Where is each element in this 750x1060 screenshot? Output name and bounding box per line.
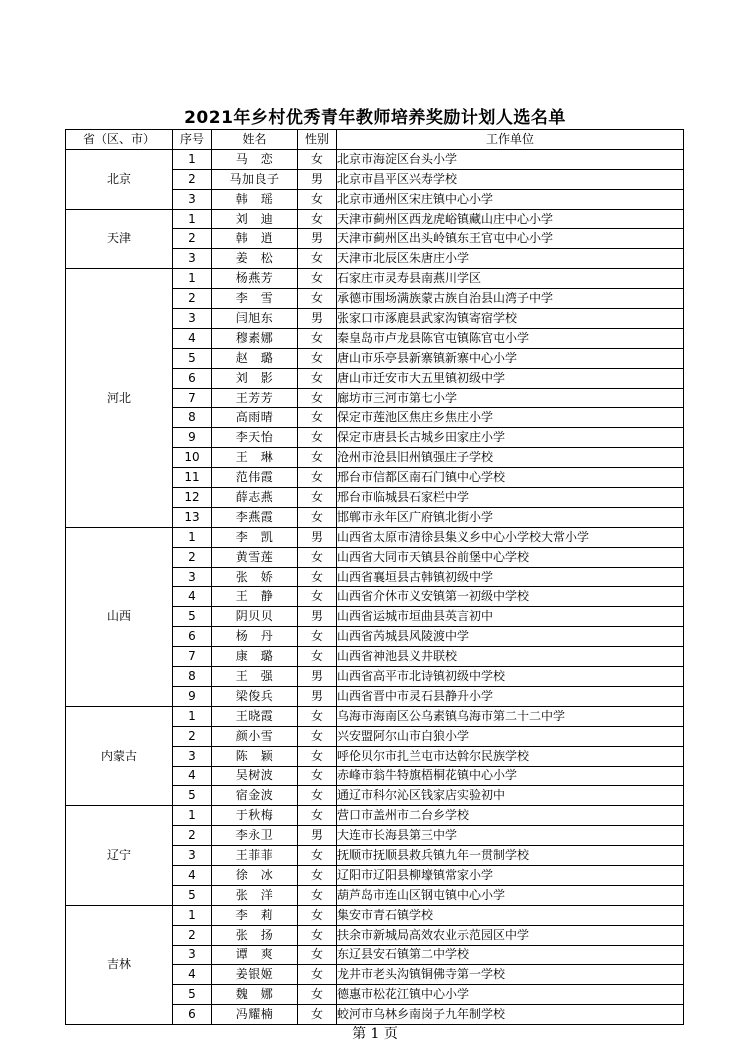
name-cell: 张 娇 xyxy=(212,567,298,587)
seq-cell: 2 xyxy=(173,925,212,945)
table-row xyxy=(66,905,684,925)
name-cell: 冯耀楠 xyxy=(212,1005,298,1025)
name-cell: 魏 娜 xyxy=(212,985,298,1005)
table-header-row xyxy=(66,130,684,150)
name-cell: 刘 影 xyxy=(212,368,298,388)
seq-cell: 4 xyxy=(173,965,212,985)
unit-cell: 通辽市科尔沁区钱家店实验初中 xyxy=(337,786,684,806)
table-body xyxy=(66,149,684,1024)
unit-cell: 乌海市海南区公乌素镇乌海市第二十二中学 xyxy=(337,706,684,726)
unit-cell: 山西省襄垣县古韩镇初级中学 xyxy=(337,567,684,587)
unit-cell: 山西省大同市天镇县谷前堡中心学校 xyxy=(337,547,684,567)
seq-cell: 3 xyxy=(173,746,212,766)
sex-cell: 女 xyxy=(298,507,337,527)
seq-cell: 8 xyxy=(173,408,212,428)
name-cell: 范伟霞 xyxy=(212,468,298,488)
table-row xyxy=(66,209,684,229)
sex-cell: 女 xyxy=(298,189,337,209)
sex-cell: 女 xyxy=(298,149,337,169)
name-cell: 阴贝贝 xyxy=(212,607,298,627)
name-cell: 高雨晴 xyxy=(212,408,298,428)
name-cell: 闫旭东 xyxy=(212,309,298,329)
unit-cell: 承德市围场满族蒙古族自治县山湾子中学 xyxy=(337,289,684,309)
unit-cell: 葫芦岛市连山区钢屯镇中心小学 xyxy=(337,885,684,905)
name-cell: 王 静 xyxy=(212,587,298,607)
name-cell: 王芳芳 xyxy=(212,388,298,408)
page-number: 第 1 页 xyxy=(352,1026,398,1042)
sex-cell: 女 xyxy=(298,448,337,468)
sex-cell: 女 xyxy=(298,925,337,945)
seq-cell: 2 xyxy=(173,169,212,189)
unit-cell: 营口市盖州市二台乡学校 xyxy=(337,806,684,826)
name-cell: 王晓霞 xyxy=(212,706,298,726)
name-cell: 吴树波 xyxy=(212,766,298,786)
header-seq: 序号 xyxy=(173,130,212,150)
name-cell: 黄雪莲 xyxy=(212,547,298,567)
seq-cell: 4 xyxy=(173,328,212,348)
name-cell: 徐 冰 xyxy=(212,865,298,885)
sex-cell: 女 xyxy=(298,587,337,607)
sex-cell: 女 xyxy=(298,885,337,905)
sex-cell: 女 xyxy=(298,786,337,806)
table-row xyxy=(66,806,684,826)
unit-cell: 唐山市乐亭县新寨镇新寨中心小学 xyxy=(337,348,684,368)
sex-cell: 女 xyxy=(298,368,337,388)
sex-cell: 女 xyxy=(298,209,337,229)
name-cell: 王菲菲 xyxy=(212,846,298,866)
sex-cell: 女 xyxy=(298,388,337,408)
seq-cell: 5 xyxy=(173,885,212,905)
candidate-table xyxy=(65,129,684,1025)
table-row xyxy=(66,149,684,169)
name-cell: 韩 瑶 xyxy=(212,189,298,209)
table-row xyxy=(66,527,684,547)
sex-cell: 女 xyxy=(298,408,337,428)
name-cell: 康 璐 xyxy=(212,647,298,667)
sex-cell: 女 xyxy=(298,945,337,965)
sex-cell: 男 xyxy=(298,229,337,249)
seq-cell: 3 xyxy=(173,567,212,587)
name-cell: 梁俊兵 xyxy=(212,686,298,706)
unit-cell: 德惠市松花江镇中心小学 xyxy=(337,985,684,1005)
seq-cell: 5 xyxy=(173,985,212,1005)
unit-cell: 赤峰市翁牛特旗梧桐花镇中心小学 xyxy=(337,766,684,786)
name-cell: 杨燕芳 xyxy=(212,269,298,289)
unit-cell: 张家口市涿鹿县武家沟镇寄宿学校 xyxy=(337,309,684,329)
seq-cell: 3 xyxy=(173,189,212,209)
unit-cell: 北京市通州区宋庄镇中心小学 xyxy=(337,189,684,209)
sex-cell: 男 xyxy=(298,309,337,329)
sex-cell: 女 xyxy=(298,627,337,647)
header-sex: 性别 xyxy=(298,130,337,150)
unit-cell: 山西省太原市清徐县集义乡中心小学校大常小学 xyxy=(337,527,684,547)
sex-cell: 女 xyxy=(298,269,337,289)
unit-cell: 东辽县安石镇第二中学校 xyxy=(337,945,684,965)
seq-cell: 3 xyxy=(173,846,212,866)
seq-cell: 1 xyxy=(173,209,212,229)
sex-cell: 女 xyxy=(298,806,337,826)
name-cell: 谭 爽 xyxy=(212,945,298,965)
seq-cell: 2 xyxy=(173,289,212,309)
seq-cell: 7 xyxy=(173,388,212,408)
name-cell: 赵 璐 xyxy=(212,348,298,368)
sex-cell: 女 xyxy=(298,547,337,567)
unit-cell: 山西省芮城县风陵渡中学 xyxy=(337,627,684,647)
seq-cell: 4 xyxy=(173,587,212,607)
unit-cell: 兴安盟阿尔山市白狼小学 xyxy=(337,726,684,746)
name-cell: 李 莉 xyxy=(212,905,298,925)
name-cell: 马 恋 xyxy=(212,149,298,169)
name-cell: 杨 丹 xyxy=(212,627,298,647)
name-cell: 王 琳 xyxy=(212,448,298,468)
seq-cell: 1 xyxy=(173,527,212,547)
seq-cell: 8 xyxy=(173,667,212,687)
sex-cell: 男 xyxy=(298,686,337,706)
unit-cell: 天津市蓟州区出头岭镇东王官屯中心小学 xyxy=(337,229,684,249)
unit-cell: 邢台市信都区南石门镇中心学校 xyxy=(337,468,684,488)
name-cell: 韩 逍 xyxy=(212,229,298,249)
name-cell: 李 雪 xyxy=(212,289,298,309)
seq-cell: 2 xyxy=(173,547,212,567)
seq-cell: 5 xyxy=(173,786,212,806)
sex-cell: 女 xyxy=(298,905,337,925)
sex-cell: 女 xyxy=(298,1005,337,1025)
unit-cell: 抚顺市抚顺县救兵镇九年一贯制学校 xyxy=(337,846,684,866)
name-cell: 陈 颖 xyxy=(212,746,298,766)
unit-cell: 呼伦贝尔市扎兰屯市达斡尔民族学校 xyxy=(337,746,684,766)
seq-cell: 1 xyxy=(173,706,212,726)
table-row xyxy=(66,706,684,726)
unit-cell: 山西省介休市义安镇第一初级中学校 xyxy=(337,587,684,607)
unit-cell: 保定市唐县长古城乡田家庄小学 xyxy=(337,428,684,448)
seq-cell: 6 xyxy=(173,368,212,388)
name-cell: 李永卫 xyxy=(212,826,298,846)
unit-cell: 山西省晋中市灵石县静升小学 xyxy=(337,686,684,706)
unit-cell: 邢台市临城县石家栏中学 xyxy=(337,488,684,508)
header-province: 省（区、市） xyxy=(66,130,173,150)
seq-cell: 1 xyxy=(173,806,212,826)
document-title: 2021年乡村优秀青年教师培养奖励计划人选名单 xyxy=(184,108,566,128)
seq-cell: 13 xyxy=(173,507,212,527)
seq-cell: 3 xyxy=(173,249,212,269)
header-name: 姓名 xyxy=(212,130,298,150)
sex-cell: 女 xyxy=(298,706,337,726)
sex-cell: 女 xyxy=(298,726,337,746)
seq-cell: 2 xyxy=(173,726,212,746)
sex-cell: 女 xyxy=(298,289,337,309)
seq-cell: 3 xyxy=(173,309,212,329)
seq-cell: 1 xyxy=(173,905,212,925)
name-cell: 李燕霞 xyxy=(212,507,298,527)
province-cell: 河北 xyxy=(66,269,173,528)
seq-cell: 1 xyxy=(173,149,212,169)
seq-cell: 9 xyxy=(173,428,212,448)
sex-cell: 女 xyxy=(298,328,337,348)
seq-cell: 9 xyxy=(173,686,212,706)
seq-cell: 4 xyxy=(173,766,212,786)
unit-cell: 唐山市迁安市大五里镇初级中学 xyxy=(337,368,684,388)
seq-cell: 5 xyxy=(173,348,212,368)
unit-cell: 北京市昌平区兴寿学校 xyxy=(337,169,684,189)
province-cell: 天津 xyxy=(66,209,173,269)
sex-cell: 男 xyxy=(298,169,337,189)
unit-cell: 沧州市沧县旧州镇强庄子学校 xyxy=(337,448,684,468)
header-unit: 工作单位 xyxy=(337,130,684,150)
sex-cell: 女 xyxy=(298,746,337,766)
seq-cell: 6 xyxy=(173,627,212,647)
seq-cell: 2 xyxy=(173,826,212,846)
unit-cell: 天津市蓟州区西龙虎峪镇藏山庄中心小学 xyxy=(337,209,684,229)
sex-cell: 男 xyxy=(298,527,337,547)
sex-cell: 女 xyxy=(298,647,337,667)
sex-cell: 女 xyxy=(298,488,337,508)
province-cell: 山西 xyxy=(66,527,173,706)
name-cell: 薛志燕 xyxy=(212,488,298,508)
name-cell: 刘 迪 xyxy=(212,209,298,229)
sex-cell: 女 xyxy=(298,846,337,866)
name-cell: 穆素娜 xyxy=(212,328,298,348)
unit-cell: 大连市长海县第三中学 xyxy=(337,826,684,846)
name-cell: 于秋梅 xyxy=(212,806,298,826)
seq-cell: 7 xyxy=(173,647,212,667)
unit-cell: 蛟河市乌林乡南岗子九年制学校 xyxy=(337,1005,684,1025)
sex-cell: 女 xyxy=(298,567,337,587)
name-cell: 颜小雪 xyxy=(212,726,298,746)
name-cell: 张 洋 xyxy=(212,885,298,905)
unit-cell: 龙井市老头沟镇铜佛寺第一学校 xyxy=(337,965,684,985)
name-cell: 张 扬 xyxy=(212,925,298,945)
name-cell: 李天怡 xyxy=(212,428,298,448)
seq-cell: 6 xyxy=(173,1005,212,1025)
unit-cell: 秦皇岛市卢龙县陈官屯镇陈官屯小学 xyxy=(337,328,684,348)
province-cell: 辽宁 xyxy=(66,806,173,905)
seq-cell: 12 xyxy=(173,488,212,508)
name-cell: 姜 松 xyxy=(212,249,298,269)
sex-cell: 男 xyxy=(298,826,337,846)
unit-cell: 北京市海淀区台头小学 xyxy=(337,149,684,169)
name-cell: 马加良子 xyxy=(212,169,298,189)
seq-cell: 11 xyxy=(173,468,212,488)
sex-cell: 女 xyxy=(298,766,337,786)
sex-cell: 男 xyxy=(298,667,337,687)
name-cell: 姜银姬 xyxy=(212,965,298,985)
unit-cell: 廊坊市三河市第七小学 xyxy=(337,388,684,408)
seq-cell: 2 xyxy=(173,229,212,249)
unit-cell: 山西省高平市北诗镇初级中学校 xyxy=(337,667,684,687)
province-cell: 吉林 xyxy=(66,905,173,1024)
unit-cell: 邯郸市永年区广府镇北街小学 xyxy=(337,507,684,527)
unit-cell: 山西省运城市垣曲县英言初中 xyxy=(337,607,684,627)
unit-cell: 天津市北辰区朱唐庄小学 xyxy=(337,249,684,269)
table-row xyxy=(66,269,684,289)
seq-cell: 4 xyxy=(173,865,212,885)
sex-cell: 女 xyxy=(298,468,337,488)
sex-cell: 女 xyxy=(298,865,337,885)
sex-cell: 男 xyxy=(298,607,337,627)
sex-cell: 女 xyxy=(298,985,337,1005)
seq-cell: 1 xyxy=(173,269,212,289)
seq-cell: 5 xyxy=(173,607,212,627)
sex-cell: 女 xyxy=(298,965,337,985)
unit-cell: 辽阳市辽阳县柳壕镇常家小学 xyxy=(337,865,684,885)
unit-cell: 集安市青石镇学校 xyxy=(337,905,684,925)
sex-cell: 女 xyxy=(298,428,337,448)
seq-cell: 3 xyxy=(173,945,212,965)
name-cell: 李 凯 xyxy=(212,527,298,547)
province-cell: 内蒙古 xyxy=(66,706,173,805)
province-cell: 北京 xyxy=(66,149,173,209)
name-cell: 王 强 xyxy=(212,667,298,687)
unit-cell: 石家庄市灵寿县南燕川学区 xyxy=(337,269,684,289)
seq-cell: 10 xyxy=(173,448,212,468)
sex-cell: 女 xyxy=(298,249,337,269)
unit-cell: 扶余市新城局高效农业示范园区中学 xyxy=(337,925,684,945)
unit-cell: 保定市莲池区焦庄乡焦庄小学 xyxy=(337,408,684,428)
unit-cell: 山西省神池县义井联校 xyxy=(337,647,684,667)
name-cell: 宿金波 xyxy=(212,786,298,806)
sex-cell: 女 xyxy=(298,348,337,368)
